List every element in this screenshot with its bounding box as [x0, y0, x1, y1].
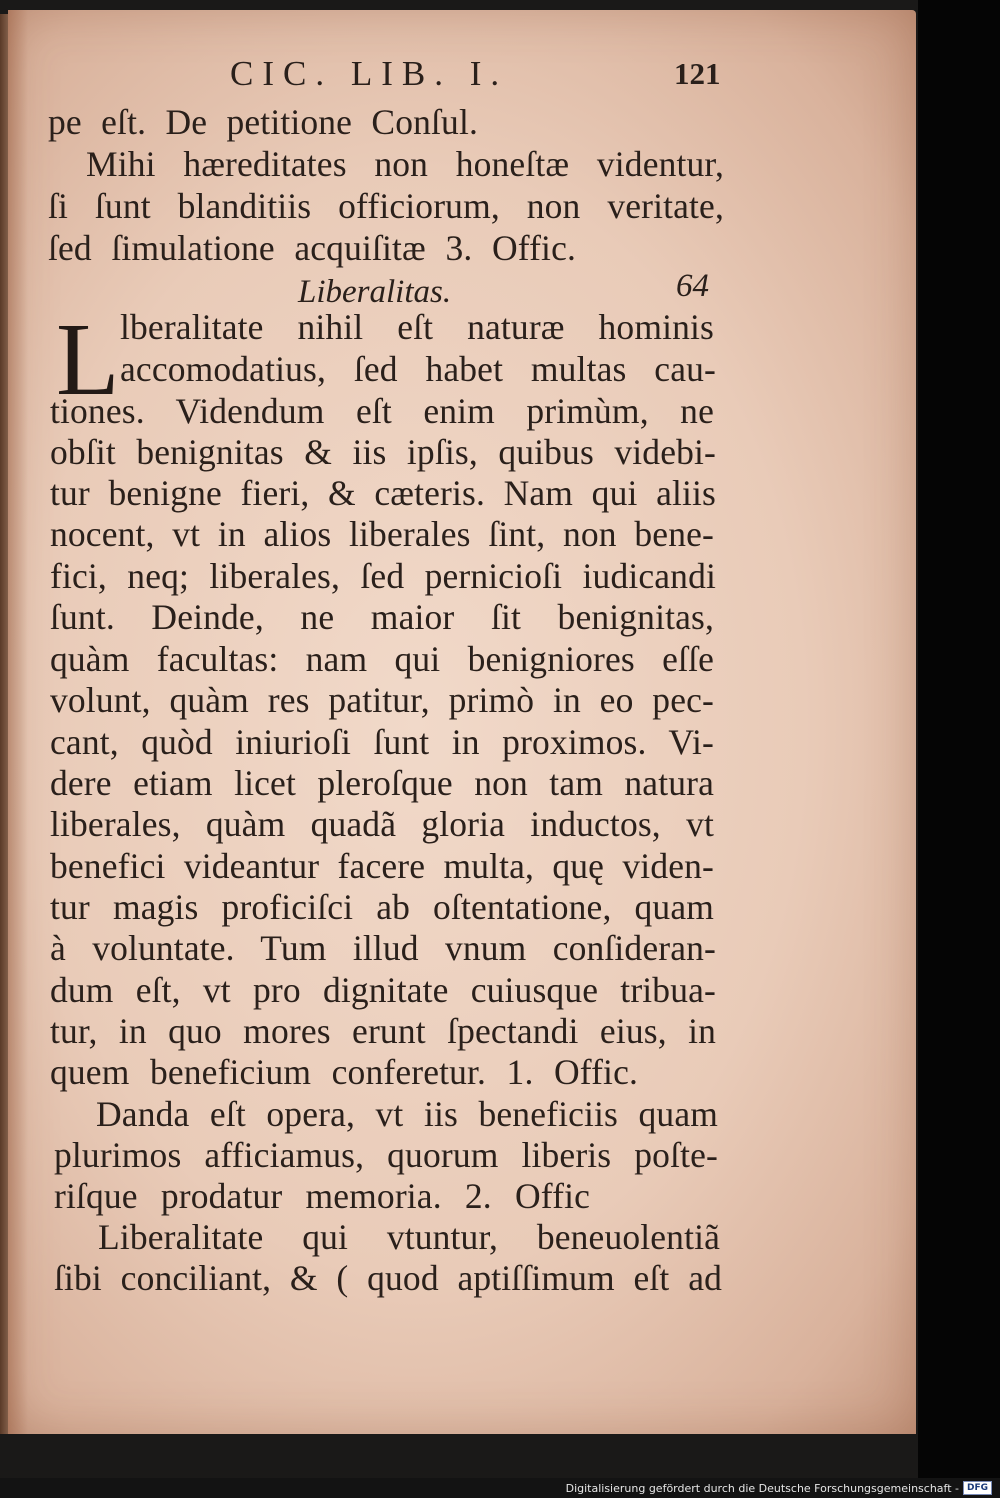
book-page [8, 10, 916, 1434]
text-line-23: quem beneficium conferetur. 1. Offic. [50, 1052, 638, 1092]
text-line-20: à voluntate. Tum illud vnum conſideran- [50, 928, 716, 968]
text-line-21: dum eſt, vt pro dignitate cuiusque tribua- [50, 970, 716, 1010]
text-line-18: benefici videantur facere multa, quę viden- [50, 846, 714, 886]
text-line-2: Mihi hæreditates non honeſtæ videntur, [86, 144, 724, 184]
text-line-19: tur magis proficiſci ab oſtentatione, quam [50, 887, 714, 927]
text-line-8: obſit benignitas & iis ipſis, quibus videbi- [50, 432, 716, 472]
text-line-26: riſque prodatur memoria. 2. Offic [54, 1176, 590, 1216]
text-line-14: volunt, quàm res patitur, primò in eo pec- [50, 680, 714, 720]
digitization-credit-text: Digitalisierung gefördert durch die Deutsche Forschungsgemeinschaft - [565, 1481, 959, 1495]
text-line-28: ſibi conciliant, & ( quod aptiſſimum eſt ad [54, 1258, 722, 1298]
running-head: CIC. LIB. I. [230, 54, 509, 93]
text-line-16: dere etiam licet pleroſque non tam natura [50, 763, 714, 803]
dfg-logo: DFG [963, 1481, 992, 1495]
text-line-17: liberales, quàm quadã gloria inductos, vt [50, 804, 714, 844]
text-line-10: nocent, vt in alios liberales ſint, non bene- [50, 514, 714, 554]
page-number: 121 [674, 56, 721, 91]
text-line-1: pe eſt. De petitione Conſul. [48, 102, 478, 142]
section-number: 64 [676, 268, 709, 304]
text-line-27: Liberalitate qui vtuntur, beneuolentiã [98, 1217, 720, 1257]
drop-cap: L [56, 302, 120, 417]
text-line-9: tur benigne fieri, & cæteris. Nam qui aliis [50, 473, 716, 513]
text-line-15: cant, quòd iniurioſi ſunt in proximos. Vi- [50, 722, 714, 762]
text-line-7: tiones. Videndum eſt enim primùm, ne [50, 391, 714, 431]
text-line-11: fici, neq; liberales, ſed pernicioſi iudicandi [50, 556, 716, 596]
text-line-25: plurimos afficiamus, quorum liberis poſte- [54, 1135, 718, 1175]
text-line-22: tur, in quo mores erunt ſpectandi eius, in [50, 1011, 716, 1051]
section-heading: Liberalitas. [298, 274, 452, 310]
text-line-5: lberalitate nihil eſt naturæ hominis [120, 307, 714, 347]
digitization-credit [566, 1481, 992, 1495]
text-line-13: quàm facultas: nam qui benigniores eſſe [50, 639, 714, 679]
text-line-12: ſunt. Deinde, ne maior ſit benignitas, [50, 597, 714, 637]
scanner-background-strip [918, 0, 1000, 1478]
text-line-4: ſed ſimulatione acquiſitæ 3. Offic. [48, 228, 576, 268]
text-line-3: ſi ſunt blanditiis officiorum, non veritate, [48, 186, 724, 226]
text-line-6: accomodatius, ſed habet multas cau- [120, 349, 716, 389]
text-line-24: Danda eſt opera, vt iis beneficiis quam [96, 1094, 718, 1134]
